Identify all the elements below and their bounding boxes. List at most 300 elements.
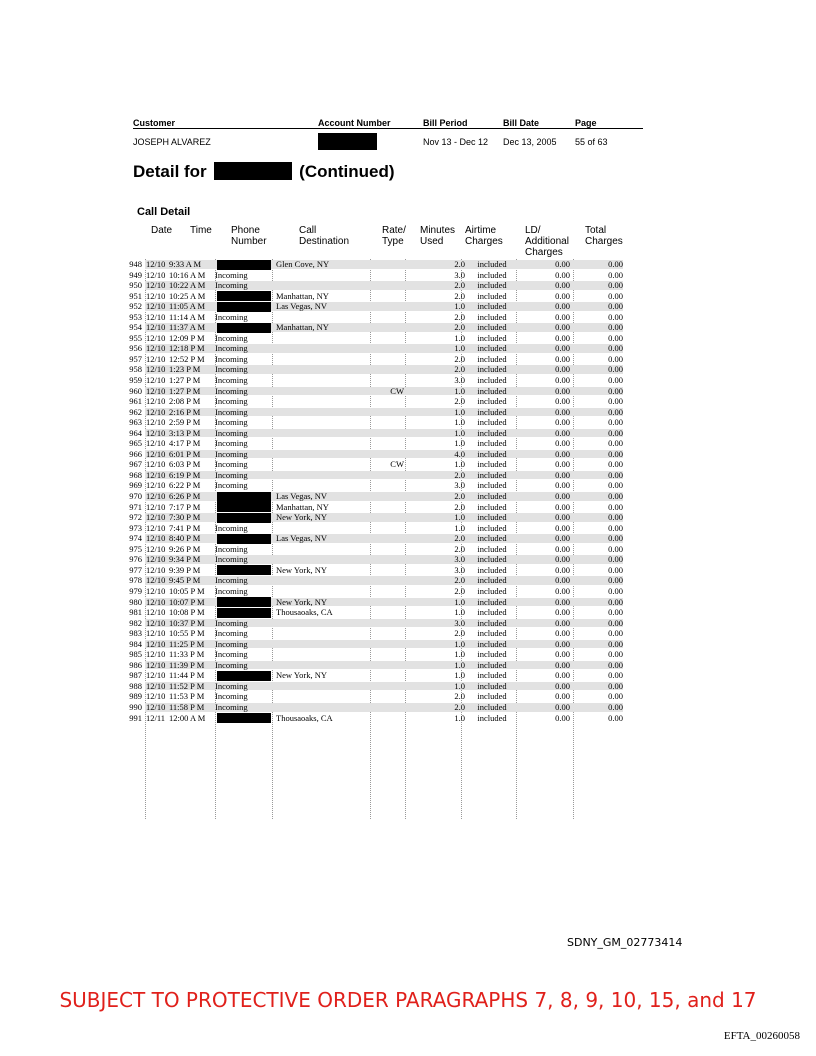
table-row bbox=[110, 586, 623, 597]
call-time: 12:52 P M bbox=[169, 353, 205, 364]
call-date: 12/10 bbox=[146, 290, 166, 301]
minutes-used: 1.0 bbox=[454, 343, 465, 354]
row-number: 966 bbox=[129, 448, 142, 459]
table-row bbox=[110, 396, 623, 407]
row-number: 981 bbox=[129, 607, 142, 618]
bill-date-label: Bill Date bbox=[503, 118, 540, 128]
minutes-used: 1.0 bbox=[454, 607, 465, 618]
ld-charges: 0.00 bbox=[555, 638, 570, 649]
table-row bbox=[110, 607, 623, 618]
call-time: 9:34 P M bbox=[169, 554, 201, 565]
page-label: Page bbox=[575, 118, 597, 128]
phone-number-redaction bbox=[217, 502, 271, 512]
call-time: 10:25 A M bbox=[169, 290, 206, 301]
airtime-charges: included bbox=[477, 607, 507, 618]
total-charges: 0.00 bbox=[608, 385, 623, 396]
airtime-charges: included bbox=[477, 469, 507, 480]
minutes-used: 1.0 bbox=[454, 522, 465, 533]
total-charges: 0.00 bbox=[608, 343, 623, 354]
table-row bbox=[110, 565, 623, 576]
phone-number: Incoming bbox=[215, 438, 248, 449]
minutes-used: 3.0 bbox=[454, 480, 465, 491]
phone-number: Incoming bbox=[215, 575, 248, 586]
row-number: 973 bbox=[129, 522, 142, 533]
minutes-used: 2.0 bbox=[454, 259, 465, 269]
total-charges: 0.00 bbox=[608, 701, 623, 712]
airtime-charges: included bbox=[477, 290, 507, 301]
total-charges: 0.00 bbox=[608, 680, 623, 691]
minutes-used: 1.0 bbox=[454, 332, 465, 343]
minutes-used: 1.0 bbox=[454, 438, 465, 449]
call-time: 11:14 A M bbox=[169, 311, 206, 322]
ld-charges: 0.00 bbox=[555, 543, 570, 554]
airtime-charges: included bbox=[477, 554, 507, 565]
airtime-charges: included bbox=[477, 533, 507, 544]
call-time: 7:17 P M bbox=[169, 501, 201, 512]
airtime-charges: included bbox=[477, 385, 507, 396]
airtime-charges: included bbox=[477, 396, 507, 407]
ld-charges: 0.00 bbox=[555, 522, 570, 533]
phone-number-redaction bbox=[217, 291, 271, 301]
call-time: 12:00 A M bbox=[169, 712, 206, 723]
total-charges: 0.00 bbox=[608, 353, 623, 364]
total-charges: 0.00 bbox=[608, 501, 623, 512]
rate-type: CW bbox=[390, 385, 404, 396]
row-number: 985 bbox=[129, 649, 142, 660]
call-date: 12/10 bbox=[146, 480, 166, 491]
efta-number: EFTA_00260058 bbox=[723, 1030, 800, 1042]
total-charges: 0.00 bbox=[608, 712, 623, 723]
call-time: 9:39 P M bbox=[169, 564, 201, 575]
minutes-used: 1.0 bbox=[454, 459, 465, 470]
minutes-used: 1.0 bbox=[454, 659, 465, 670]
call-time: 11:44 P M bbox=[169, 670, 205, 681]
call-time: 10:07 P M bbox=[169, 596, 205, 607]
ld-charges: 0.00 bbox=[555, 564, 570, 575]
table-row bbox=[110, 386, 623, 397]
phone-number: Incoming bbox=[215, 701, 248, 712]
phone-number: Incoming bbox=[215, 554, 248, 565]
call-date: 12/10 bbox=[146, 543, 166, 554]
call-time: 11:52 P M bbox=[169, 680, 205, 691]
total-charges: 0.00 bbox=[608, 301, 623, 312]
col-ld-additional-charges: LD/ Additional Charges bbox=[525, 225, 569, 258]
call-date: 12/10 bbox=[146, 322, 166, 333]
minutes-used: 2.0 bbox=[454, 290, 465, 301]
minutes-used: 2.0 bbox=[454, 396, 465, 407]
table-row bbox=[110, 544, 623, 555]
table-row bbox=[110, 639, 623, 650]
table-row bbox=[110, 354, 623, 365]
table-row bbox=[110, 523, 623, 534]
call-date: 12/10 bbox=[146, 701, 166, 712]
minutes-used: 1.0 bbox=[454, 638, 465, 649]
total-charges: 0.00 bbox=[608, 512, 623, 523]
total-charges: 0.00 bbox=[608, 259, 623, 269]
ld-charges: 0.00 bbox=[555, 701, 570, 712]
row-number: 964 bbox=[129, 427, 142, 438]
table-row bbox=[110, 312, 623, 323]
row-number: 965 bbox=[129, 438, 142, 449]
table-row bbox=[110, 670, 623, 681]
airtime-charges: included bbox=[477, 448, 507, 459]
table-row bbox=[110, 660, 623, 671]
table-row bbox=[110, 618, 623, 629]
phone-number: Incoming bbox=[215, 691, 248, 702]
call-date: 12/10 bbox=[146, 301, 166, 312]
total-charges: 0.00 bbox=[608, 691, 623, 702]
total-charges: 0.00 bbox=[608, 480, 623, 491]
call-time: 12:18 P M bbox=[169, 343, 205, 354]
bill-period-value: Nov 13 - Dec 12 bbox=[423, 137, 489, 147]
row-number: 970 bbox=[129, 491, 142, 502]
call-time: 11:53 P M bbox=[169, 691, 205, 702]
table-row bbox=[110, 597, 623, 608]
airtime-charges: included bbox=[477, 522, 507, 533]
row-number: 963 bbox=[129, 417, 142, 428]
call-time: 11:58 P M bbox=[169, 701, 205, 712]
call-date: 12/10 bbox=[146, 448, 166, 459]
airtime-charges: included bbox=[477, 596, 507, 607]
call-destination: Las Vegas, NV bbox=[276, 491, 328, 502]
row-number: 954 bbox=[129, 322, 142, 333]
table-row bbox=[110, 554, 623, 565]
call-date: 12/10 bbox=[146, 469, 166, 480]
phone-number: Incoming bbox=[215, 617, 248, 628]
airtime-charges: included bbox=[477, 269, 507, 280]
call-date: 12/10 bbox=[146, 564, 166, 575]
minutes-used: 1.0 bbox=[454, 301, 465, 312]
table-row bbox=[110, 502, 623, 513]
minutes-used: 1.0 bbox=[454, 406, 465, 417]
col-total-charges: Total Charges bbox=[585, 225, 623, 247]
row-number: 989 bbox=[129, 691, 142, 702]
phone-number: Incoming bbox=[215, 417, 248, 428]
detail-title bbox=[133, 162, 395, 182]
ld-charges: 0.00 bbox=[555, 659, 570, 670]
call-date: 12/10 bbox=[146, 607, 166, 618]
total-charges: 0.00 bbox=[608, 290, 623, 301]
total-charges: 0.00 bbox=[608, 491, 623, 502]
table-row bbox=[110, 691, 623, 702]
airtime-charges: included bbox=[477, 628, 507, 639]
customer-label: Customer bbox=[133, 118, 176, 128]
call-date: 12/10 bbox=[146, 670, 166, 681]
call-date: 12/10 bbox=[146, 491, 166, 502]
protective-order-notice: SUBJECT TO PROTECTIVE ORDER PARAGRAPHS 7, 8, 9, 10, 15, and 17 bbox=[59, 988, 757, 1012]
row-number: 967 bbox=[129, 459, 142, 470]
row-number: 969 bbox=[129, 480, 142, 491]
total-charges: 0.00 bbox=[608, 438, 623, 449]
row-number: 978 bbox=[129, 575, 142, 586]
call-destination: Las Vegas, NV bbox=[276, 301, 328, 312]
total-charges: 0.00 bbox=[608, 564, 623, 575]
bill-period-label: Bill Period bbox=[423, 118, 468, 128]
row-number: 960 bbox=[129, 385, 142, 396]
ld-charges: 0.00 bbox=[555, 301, 570, 312]
phone-number: Incoming bbox=[215, 343, 248, 354]
total-charges: 0.00 bbox=[608, 585, 623, 596]
minutes-used: 2.0 bbox=[454, 364, 465, 375]
row-number: 950 bbox=[129, 280, 142, 291]
call-date: 12/10 bbox=[146, 596, 166, 607]
ld-charges: 0.00 bbox=[555, 343, 570, 354]
ld-charges: 0.00 bbox=[555, 670, 570, 681]
call-date: 12/11 bbox=[146, 712, 166, 723]
call-destination: New York, NY bbox=[276, 564, 328, 575]
ld-charges: 0.00 bbox=[555, 533, 570, 544]
call-date: 12/10 bbox=[146, 554, 166, 565]
call-date: 12/10 bbox=[146, 438, 166, 449]
total-charges: 0.00 bbox=[608, 427, 623, 438]
airtime-charges: included bbox=[477, 670, 507, 681]
table-row bbox=[110, 480, 623, 491]
total-charges: 0.00 bbox=[608, 596, 623, 607]
ld-charges: 0.00 bbox=[555, 353, 570, 364]
row-number: 952 bbox=[129, 301, 142, 312]
call-date: 12/10 bbox=[146, 259, 166, 269]
total-charges: 0.00 bbox=[608, 575, 623, 586]
row-number: 983 bbox=[129, 628, 142, 639]
call-date: 12/10 bbox=[146, 459, 166, 470]
phone-number: Incoming bbox=[215, 448, 248, 459]
ld-charges: 0.00 bbox=[555, 712, 570, 723]
minutes-used: 2.0 bbox=[454, 311, 465, 322]
airtime-charges: included bbox=[477, 427, 507, 438]
call-date: 12/10 bbox=[146, 501, 166, 512]
call-time: 1:27 P M bbox=[169, 385, 201, 396]
call-date: 12/10 bbox=[146, 353, 166, 364]
call-date: 12/10 bbox=[146, 417, 166, 428]
table-row bbox=[110, 343, 623, 354]
minutes-used: 2.0 bbox=[454, 533, 465, 544]
airtime-charges: included bbox=[477, 691, 507, 702]
minutes-used: 4.0 bbox=[454, 448, 465, 459]
call-time: 6:19 P M bbox=[169, 469, 201, 480]
row-number: 957 bbox=[129, 353, 142, 364]
minutes-used: 2.0 bbox=[454, 585, 465, 596]
call-time: 11:33 P M bbox=[169, 649, 205, 660]
phone-number: Incoming bbox=[215, 406, 248, 417]
call-date: 12/10 bbox=[146, 575, 166, 586]
total-charges: 0.00 bbox=[608, 332, 623, 343]
total-charges: 0.00 bbox=[608, 322, 623, 333]
minutes-used: 3.0 bbox=[454, 554, 465, 565]
table-row bbox=[110, 533, 623, 544]
phone-number: Incoming bbox=[215, 680, 248, 691]
ld-charges: 0.00 bbox=[555, 427, 570, 438]
row-number: 958 bbox=[129, 364, 142, 375]
total-charges: 0.00 bbox=[608, 269, 623, 280]
airtime-charges: included bbox=[477, 459, 507, 470]
ld-charges: 0.00 bbox=[555, 417, 570, 428]
call-date: 12/10 bbox=[146, 638, 166, 649]
row-number: 988 bbox=[129, 680, 142, 691]
airtime-charges: included bbox=[477, 438, 507, 449]
minutes-used: 2.0 bbox=[454, 691, 465, 702]
minutes-used: 1.0 bbox=[454, 680, 465, 691]
call-date: 12/10 bbox=[146, 691, 166, 702]
table-row bbox=[110, 301, 623, 312]
phone-number: Incoming bbox=[215, 649, 248, 660]
airtime-charges: included bbox=[477, 280, 507, 291]
call-time: 6:22 P M bbox=[169, 480, 201, 491]
call-date: 12/10 bbox=[146, 406, 166, 417]
minutes-used: 1.0 bbox=[454, 649, 465, 660]
airtime-charges: included bbox=[477, 353, 507, 364]
phone-number-redaction bbox=[217, 565, 271, 575]
total-charges: 0.00 bbox=[608, 459, 623, 470]
phone-number: Incoming bbox=[215, 659, 248, 670]
call-date: 12/10 bbox=[146, 533, 166, 544]
call-detail-table bbox=[110, 259, 623, 723]
phone-number: Incoming bbox=[215, 459, 248, 470]
total-charges: 0.00 bbox=[608, 469, 623, 480]
row-number: 956 bbox=[129, 343, 142, 354]
ld-charges: 0.00 bbox=[555, 554, 570, 565]
total-charges: 0.00 bbox=[608, 628, 623, 639]
call-time: 6:03 P M bbox=[169, 459, 201, 470]
minutes-used: 2.0 bbox=[454, 280, 465, 291]
total-charges: 0.00 bbox=[608, 649, 623, 660]
minutes-used: 1.0 bbox=[454, 712, 465, 723]
ld-charges: 0.00 bbox=[555, 512, 570, 523]
call-date: 12/10 bbox=[146, 280, 166, 291]
call-time: 10:55 P M bbox=[169, 628, 205, 639]
call-date: 12/10 bbox=[146, 343, 166, 354]
bill-date-value: Dec 13, 2005 bbox=[503, 137, 557, 147]
ld-charges: 0.00 bbox=[555, 280, 570, 291]
table-row bbox=[110, 649, 623, 660]
ld-charges: 0.00 bbox=[555, 438, 570, 449]
table-row bbox=[110, 470, 623, 481]
airtime-charges: included bbox=[477, 417, 507, 428]
col-date: Date bbox=[151, 225, 173, 236]
table-row bbox=[110, 407, 623, 418]
ld-charges: 0.00 bbox=[555, 607, 570, 618]
airtime-charges: included bbox=[477, 543, 507, 554]
header-rule bbox=[133, 128, 643, 129]
phone-number: Incoming bbox=[215, 396, 248, 407]
airtime-charges: included bbox=[477, 575, 507, 586]
phone-number: Incoming bbox=[215, 332, 248, 343]
airtime-charges: included bbox=[477, 406, 507, 417]
table-row bbox=[110, 259, 623, 270]
airtime-charges: included bbox=[477, 659, 507, 670]
col-rate-type: Rate/ Type bbox=[382, 225, 406, 247]
ld-charges: 0.00 bbox=[555, 364, 570, 375]
airtime-charges: included bbox=[477, 491, 507, 502]
row-number: 975 bbox=[129, 543, 142, 554]
total-charges: 0.00 bbox=[608, 311, 623, 322]
ld-charges: 0.00 bbox=[555, 332, 570, 343]
ld-charges: 0.00 bbox=[555, 448, 570, 459]
rate-type: CW bbox=[390, 459, 404, 470]
row-number: 962 bbox=[129, 406, 142, 417]
minutes-used: 1.0 bbox=[454, 427, 465, 438]
ld-charges: 0.00 bbox=[555, 617, 570, 628]
ld-charges: 0.00 bbox=[555, 585, 570, 596]
airtime-charges: included bbox=[477, 585, 507, 596]
airtime-charges: included bbox=[477, 480, 507, 491]
phone-number-redaction bbox=[217, 302, 271, 312]
call-date: 12/10 bbox=[146, 385, 166, 396]
table-row bbox=[110, 713, 623, 724]
row-number: 986 bbox=[129, 659, 142, 670]
phone-number: Incoming bbox=[215, 628, 248, 639]
row-number: 980 bbox=[129, 596, 142, 607]
phone-number: Incoming bbox=[215, 375, 248, 386]
call-destination: Manhattan, NY bbox=[276, 290, 329, 301]
airtime-charges: included bbox=[477, 638, 507, 649]
call-destination: New York, NY bbox=[276, 596, 328, 607]
phone-number: Incoming bbox=[215, 638, 248, 649]
ld-charges: 0.00 bbox=[555, 259, 570, 269]
call-date: 12/10 bbox=[146, 375, 166, 386]
phone-number: Incoming bbox=[215, 385, 248, 396]
total-charges: 0.00 bbox=[608, 448, 623, 459]
call-date: 12/10 bbox=[146, 659, 166, 670]
table-row bbox=[110, 491, 623, 502]
row-number: 974 bbox=[129, 533, 142, 544]
ld-charges: 0.00 bbox=[555, 491, 570, 502]
airtime-charges: included bbox=[477, 332, 507, 343]
call-date: 12/10 bbox=[146, 649, 166, 660]
call-date: 12/10 bbox=[146, 522, 166, 533]
call-time: 8:40 P M bbox=[169, 533, 201, 544]
table-row bbox=[110, 322, 623, 333]
call-destination: New York, NY bbox=[276, 670, 328, 681]
total-charges: 0.00 bbox=[608, 396, 623, 407]
table-row bbox=[110, 512, 623, 523]
col-minutes-used: Minutes Used bbox=[420, 225, 456, 247]
call-time: 10:05 P M bbox=[169, 585, 205, 596]
call-time: 10:22 A M bbox=[169, 280, 206, 291]
customer-name: JOSEPH ALVAREZ bbox=[133, 137, 211, 147]
airtime-charges: included bbox=[477, 564, 507, 575]
table-row bbox=[110, 428, 623, 439]
total-charges: 0.00 bbox=[608, 554, 623, 565]
total-charges: 0.00 bbox=[608, 638, 623, 649]
row-number: 976 bbox=[129, 554, 142, 565]
airtime-charges: included bbox=[477, 712, 507, 723]
call-time: 12:09 P M bbox=[169, 332, 205, 343]
call-time: 9:26 P M bbox=[169, 543, 201, 554]
call-time: 6:01 P M bbox=[169, 448, 201, 459]
phone-number-redaction bbox=[217, 671, 271, 681]
ld-charges: 0.00 bbox=[555, 396, 570, 407]
ld-charges: 0.00 bbox=[555, 459, 570, 470]
minutes-used: 2.0 bbox=[454, 701, 465, 712]
col-airtime-charges: Airtime Charges bbox=[465, 225, 503, 247]
call-time: 4:17 P M bbox=[169, 438, 201, 449]
row-number: 987 bbox=[129, 670, 142, 681]
total-charges: 0.00 bbox=[608, 406, 623, 417]
call-time: 2:16 P M bbox=[169, 406, 201, 417]
row-number: 977 bbox=[129, 564, 142, 575]
row-number: 991 bbox=[129, 712, 142, 723]
row-number: 972 bbox=[129, 512, 142, 523]
call-date: 12/10 bbox=[146, 680, 166, 691]
table-row bbox=[110, 333, 623, 344]
airtime-charges: included bbox=[477, 375, 507, 386]
minutes-used: 2.0 bbox=[454, 628, 465, 639]
phone-number: Incoming bbox=[215, 543, 248, 554]
section-title: Call Detail bbox=[137, 206, 191, 218]
detail-title-prefix: Detail for bbox=[133, 162, 207, 181]
ld-charges: 0.00 bbox=[555, 385, 570, 396]
ld-charges: 0.00 bbox=[555, 375, 570, 386]
